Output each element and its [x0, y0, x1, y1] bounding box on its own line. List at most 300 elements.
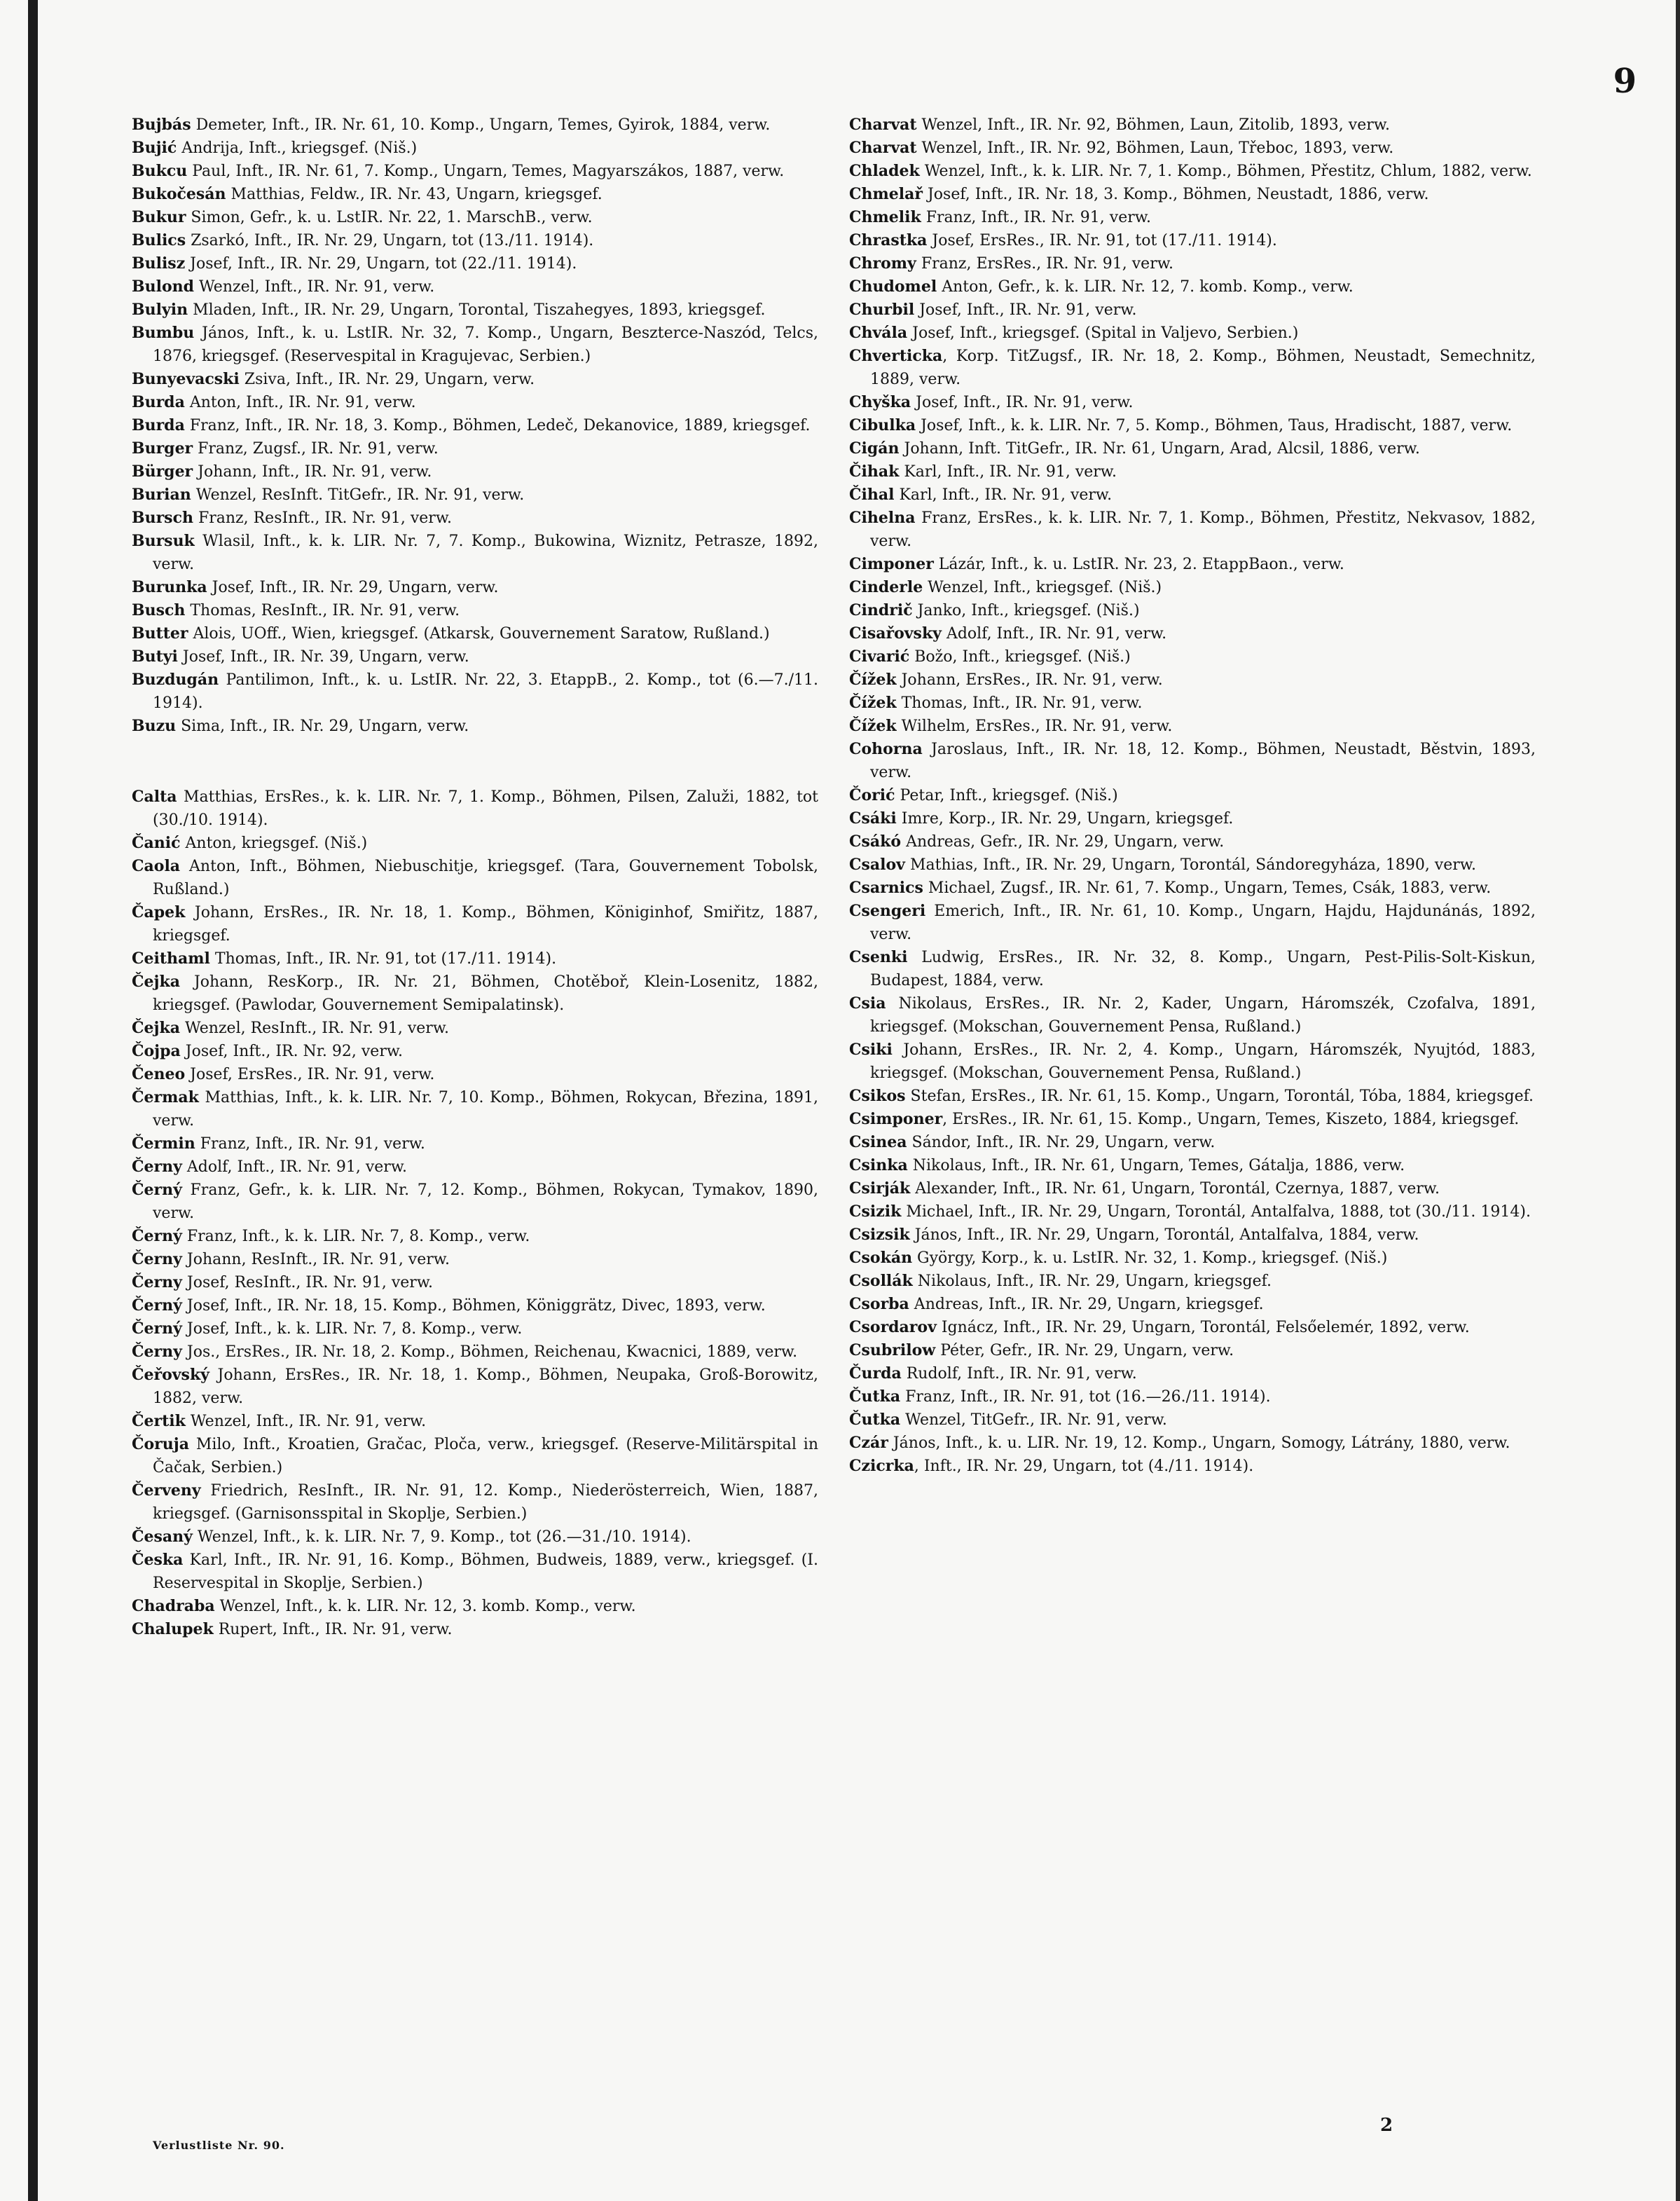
entry-surname: Chalupek — [132, 1620, 214, 1638]
casualty-entry — [132, 1364, 818, 1410]
entry-surname: Čertik — [132, 1412, 186, 1430]
casualty-entry — [132, 414, 818, 437]
entry-details: Anton, Inft., Böhmen, Niebuschitje, kriegsgef. (Tara, Gouvernement Tobolsk, Rußland.) — [153, 858, 818, 898]
casualty-entry — [849, 1247, 1536, 1270]
casualty-entry — [849, 114, 1536, 137]
casualty-entry — [849, 668, 1536, 692]
casualty-entry — [132, 1225, 818, 1248]
entry-surname: Bukočesán — [132, 185, 226, 203]
entry-surname: Csáki — [849, 809, 897, 828]
casualty-entry — [132, 576, 818, 599]
casualty-entry — [132, 275, 818, 299]
entry-details: Wenzel, Inft., kriegsgef. (Niš.) — [923, 579, 1162, 596]
entry-details: Adolf, Inft., IR. Nr. 91, verw. — [941, 625, 1167, 643]
entry-surname: Burger — [132, 439, 193, 458]
casualty-entry — [132, 599, 818, 622]
entry-surname: Bukcu — [132, 162, 188, 180]
entry-surname: Chudomel — [849, 277, 937, 296]
casualty-entry — [132, 368, 818, 391]
entry-details: Rupert, Inft., IR. Nr. 91, verw. — [213, 1621, 453, 1638]
casualty-entry — [849, 1270, 1536, 1293]
entry-surname: Bulisz — [132, 254, 186, 273]
casualty-entry — [132, 786, 818, 832]
casualty-entry — [849, 900, 1536, 946]
entry-surname: Bumbu — [132, 324, 195, 342]
casualty-entry — [849, 1385, 1536, 1408]
entry-surname: Cigán — [849, 439, 900, 458]
entry-details: Matthias, Feldw., IR. Nr. 43, Ungarn, kriegsgef. — [226, 186, 603, 203]
casualty-entry — [132, 322, 818, 368]
casualty-entry — [849, 645, 1536, 668]
entry-surname: Calta — [132, 788, 177, 806]
casualty-entry — [849, 1154, 1536, 1177]
entry-details: Franz, Inft., k. k. LIR. Nr. 7, 8. Komp., verw. — [181, 1228, 530, 1245]
entry-details: Josef, Inft., IR. Nr. 92, verw. — [180, 1043, 404, 1060]
casualty-entry — [849, 1085, 1536, 1108]
entry-details: Wilhelm, ErsRes., IR. Nr. 91, verw. — [896, 718, 1173, 735]
entry-surname: Chverticka — [849, 347, 943, 365]
entry-details: Johann, ErsRes., IR. Nr. 2, 4. Komp., Ungarn, Háromszék, Nyujtód, 1883, kriegsgef. (Mokschan, Gouvernement Pensa, Rußland.) — [870, 1041, 1536, 1082]
entry-details: Alexander, Inft., IR. Nr. 61, Ungarn, Torontál, Czernya, 1887, verw. — [910, 1180, 1440, 1198]
entry-surname: Chadraba — [132, 1597, 215, 1615]
entry-surname: Csákó — [849, 832, 902, 851]
entry-surname: Csiki — [849, 1041, 893, 1059]
casualty-entry — [132, 855, 818, 901]
entry-surname: Čihak — [849, 462, 900, 481]
entry-surname: Csinka — [849, 1156, 908, 1174]
casualty-entry — [849, 1038, 1536, 1085]
entry-surname: Csokán — [849, 1249, 913, 1267]
entry-details: Johann, ResKorp., IR. Nr. 21, Böhmen, Chotěboř, Klein-Losenitz, 1882, kriegsgef. (Pawlodar, Gouvernement Semipalatinsk). — [153, 973, 818, 1014]
entry-details: Péter, Gefr., IR. Nr. 29, Ungarn, verw. — [935, 1342, 1234, 1359]
entry-surname: Čížek — [849, 717, 897, 735]
casualty-entry — [849, 784, 1536, 807]
left-column — [132, 114, 818, 1641]
entry-details: Anton, kriegsgef. (Niš.) — [180, 835, 368, 852]
casualty-entry — [132, 160, 818, 183]
entry-details: Simon, Gefr., k. u. LstIR. Nr. 22, 1. MarschB., verw. — [186, 209, 593, 226]
casualty-entry — [849, 252, 1536, 275]
entry-details: Sándor, Inft., IR. Nr. 29, Ungarn, verw. — [907, 1134, 1216, 1151]
entry-surname: Czár — [849, 1434, 888, 1452]
entry-surname: Chmelik — [849, 208, 921, 226]
entry-surname: Busch — [132, 601, 186, 619]
entry-surname: Bulyin — [132, 301, 188, 319]
entry-surname: Chromy — [849, 254, 916, 273]
casualty-entry — [849, 692, 1536, 715]
entry-surname: Červeny — [132, 1481, 201, 1500]
casualty-entry — [849, 345, 1536, 391]
entry-details: Josef, Inft., IR. Nr. 18, 15. Komp., Böhmen, Königgrätz, Divec, 1893, verw. — [181, 1297, 766, 1315]
entry-surname: Csalov — [849, 856, 905, 874]
casualty-entry — [849, 1223, 1536, 1247]
entry-details: Franz, Inft., IR. Nr. 91, verw. — [921, 209, 1151, 226]
casualty-entry — [849, 807, 1536, 830]
casualty-entry — [132, 391, 818, 414]
entry-details: Adolf, Inft., IR. Nr. 91, verw. — [181, 1158, 408, 1176]
entry-details: György, Korp., k. u. LstIR. Nr. 32, 1. Komp., kriegsgef. (Niš.) — [912, 1249, 1388, 1267]
entry-details: , ErsRes., IR. Nr. 61, 15. Komp., Ungarn, Temes, Kiszeto, 1884, kriegsgef. — [942, 1111, 1520, 1128]
entry-details: Karl, Inft., IR. Nr. 91, verw. — [894, 486, 1113, 504]
casualty-entry — [849, 206, 1536, 229]
entry-details: Johann, ErsRes., IR. Nr. 18, 1. Komp., Böhmen, Neupaka, Groß-Borowitz, 1882, verw. — [153, 1366, 818, 1407]
casualty-entry — [132, 299, 818, 322]
entry-surname: Butter — [132, 624, 188, 643]
casualty-entry — [132, 206, 818, 229]
entry-surname: Bukur — [132, 208, 186, 226]
entry-details: János, Inft., k. u. LstIR. Nr. 32, 7. Komp., Ungarn, Beszterce-Naszód, Telcs, 1876, kriegsgef. (Reservespital in Kragujevac, Serbien.) — [153, 324, 818, 365]
casualty-entry — [132, 137, 818, 160]
entry-surname: Ceithaml — [132, 949, 210, 968]
entry-details: Josef, ResInft., IR. Nr. 91, verw. — [181, 1274, 434, 1291]
entry-surname: Bürger — [132, 462, 193, 481]
casualty-entry — [132, 1317, 818, 1341]
entry-details: , Korp. TitZugsf., IR. Nr. 18, 2. Komp., Böhmen, Neustadt, Semechnitz, 1889, verw. — [870, 348, 1536, 388]
entry-surname: Bursuk — [132, 532, 195, 550]
casualty-entry — [132, 1341, 818, 1364]
casualty-entry — [132, 1618, 818, 1641]
entry-details: Franz, Gefr., k. k. LIR. Nr. 7, 12. Komp., Böhmen, Rokycan, Tymakov, 1890, verw. — [153, 1181, 818, 1222]
casualty-entry — [849, 1177, 1536, 1200]
entry-details: Matthias, Inft., k. k. LIR. Nr. 7, 10. Komp., Böhmen, Rokycan, Březina, 1891, verw. — [153, 1089, 818, 1130]
casualty-entry — [132, 1271, 818, 1294]
entry-details: Andreas, Gefr., IR. Nr. 29, Ungarn, verw. — [901, 833, 1225, 851]
entry-surname: Csizik — [849, 1202, 902, 1221]
entry-surname: Civarić — [849, 647, 910, 666]
entry-surname: Csubrilow — [849, 1341, 936, 1359]
entry-details: Karl, Inft., IR. Nr. 91, verw. — [899, 463, 1117, 481]
entry-surname: Charvat — [849, 116, 917, 134]
casualty-entry — [132, 1017, 818, 1040]
entry-surname: Čanić — [132, 834, 181, 852]
casualty-entry — [849, 507, 1536, 553]
entry-surname: Černý — [132, 1319, 182, 1338]
casualty-entry — [849, 553, 1536, 576]
casualty-entry — [132, 1248, 818, 1271]
entry-surname: Csirják — [849, 1179, 911, 1198]
casualty-entry — [132, 484, 818, 507]
casualty-entry — [132, 114, 818, 137]
casualty-entry — [132, 183, 818, 206]
entry-surname: Černy — [132, 1250, 182, 1268]
casualty-entry — [849, 1131, 1536, 1154]
casualty-entry — [849, 738, 1536, 784]
casualty-entry — [132, 1156, 818, 1179]
entry-surname: Caola — [132, 857, 181, 875]
entry-details: Emerich, Inft., IR. Nr. 61, 10. Komp., Ungarn, Hajdu, Hajdunánás, 1892, verw. — [870, 903, 1536, 943]
casualty-entry — [132, 901, 818, 947]
entry-surname: Čeřovský — [132, 1366, 209, 1384]
entry-details: Mathias, Inft., IR. Nr. 29, Ungarn, Torontál, Sándoregyháza, 1890, verw. — [904, 856, 1476, 874]
entry-details: Anton, Inft., IR. Nr. 91, verw. — [184, 394, 416, 411]
casualty-entry — [132, 645, 818, 668]
casualty-entry — [849, 1316, 1536, 1339]
entry-surname: Csordarov — [849, 1318, 937, 1336]
entry-surname: Cibulka — [849, 416, 916, 434]
entry-details: Rudolf, Inft., IR. Nr. 91, verw. — [901, 1365, 1137, 1383]
entry-surname: Chyška — [849, 393, 911, 411]
entry-surname: Čermak — [132, 1088, 199, 1106]
entry-details: Johann, ErsRes., IR. Nr. 91, verw. — [896, 671, 1163, 689]
casualty-entry — [132, 1294, 818, 1317]
entry-details: Wenzel, Inft., IR. Nr. 92, Böhmen, Laun, Zitolib, 1893, verw. — [916, 116, 1390, 134]
entry-details: Josef, ErsRes., IR. Nr. 91, verw. — [185, 1066, 435, 1083]
entry-details: Nikolaus, Inft., IR. Nr. 61, Ungarn, Temes, Gátalja, 1886, verw. — [907, 1157, 1405, 1174]
entry-details: Božo, Inft., kriegsgef. (Niš.) — [909, 648, 1131, 666]
entry-details: Janko, Inft., kriegsgef. (Niš.) — [912, 602, 1140, 619]
entry-surname: Chvála — [849, 324, 908, 342]
entry-details: Nikolaus, ErsRes., IR. Nr. 2, Kader, Ungarn, Háromszék, Czofalva, 1891, kriegsgef. (Mokschan, Gouvernement Pensa, Rußland.) — [870, 995, 1536, 1036]
entry-details: Wenzel, ResInft. TitGefr., IR. Nr. 91, verw. — [191, 486, 525, 504]
entry-surname: Csenki — [849, 948, 908, 966]
entry-surname: Csollák — [849, 1272, 913, 1290]
casualty-entry — [849, 622, 1536, 645]
casualty-entry — [849, 484, 1536, 507]
entry-details: Johann, Inft. TitGefr., IR. Nr. 61, Ungarn, Arad, Alcsil, 1886, verw. — [899, 440, 1420, 458]
entry-surname: Czicrka — [849, 1457, 914, 1475]
entry-surname: Čejka — [132, 1019, 180, 1037]
footer-list-number: Verlustliste Nr. 90. — [153, 2139, 285, 2152]
casualty-entry — [132, 1040, 818, 1063]
casualty-entry — [849, 1408, 1536, 1432]
casualty-entry — [849, 391, 1536, 414]
casualty-entry — [132, 1132, 818, 1156]
entry-surname: Bunyevacski — [132, 370, 240, 388]
entry-details: Johann, Inft., IR. Nr. 91, verw. — [193, 463, 432, 481]
entry-details: Franz, Inft., IR. Nr. 91, verw. — [195, 1135, 425, 1153]
entry-surname: Čutka — [849, 1411, 901, 1429]
entry-details: Josef, Inft., IR. Nr. 18, 3. Komp., Böhmen, Neustadt, 1886, verw. — [922, 186, 1429, 203]
entry-details: Josef, Inft., k. k. LIR. Nr. 7, 8. Komp., verw. — [181, 1320, 523, 1338]
entry-surname: Čížek — [849, 694, 897, 712]
entry-details: Josef, ErsRes., IR. Nr. 91, tot (17./11. 1914). — [927, 232, 1277, 249]
entry-surname: Buzdugán — [132, 671, 219, 689]
casualty-entry — [849, 1362, 1536, 1385]
entry-details: Josef, Inft., IR. Nr. 29, Ungarn, tot (22./11. 1914). — [185, 255, 577, 273]
casualty-entry — [849, 460, 1536, 484]
entry-details: Wenzel, Inft., IR. Nr. 91, verw. — [185, 1413, 427, 1430]
casualty-entry — [849, 229, 1536, 252]
entry-details: Milo, Inft., Kroatien, Gračac, Ploča, verw., kriegsgef. (Reserve-Militärspital in Čačak, Serbien.) — [153, 1436, 818, 1476]
entry-details: Matthias, ErsRes., k. k. LIR. Nr. 7, 1. Komp., Böhmen, Pilsen, Zaluži, 1882, tot (30./10. 1914). — [153, 788, 818, 829]
casualty-entry — [849, 853, 1536, 877]
entry-surname: Černy — [132, 1343, 182, 1361]
entry-surname: Churbil — [849, 301, 915, 319]
entry-surname: Bulond — [132, 277, 194, 296]
entry-details: Johann, ResInft., IR. Nr. 91, verw. — [181, 1251, 450, 1268]
entry-details: Ludwig, ErsRes., IR. Nr. 32, 8. Komp., Ungarn, Pest-Pilis-Solt-Kiskun, Budapest, 1884, verw. — [870, 949, 1536, 989]
entry-surname: Burda — [132, 393, 185, 411]
entry-surname: Cimponer — [849, 555, 934, 573]
entry-surname: Černý — [132, 1181, 182, 1199]
entry-details: Wenzel, TitGefr., IR. Nr. 91, verw. — [900, 1411, 1167, 1429]
entry-details: Franz, ErsRes., IR. Nr. 91, verw. — [916, 255, 1173, 273]
entry-details: Franz, ResInft., IR. Nr. 91, verw. — [193, 509, 453, 527]
entry-details: Demeter, Inft., IR. Nr. 61, 10. Komp., Ungarn, Temes, Gyirok, 1884, verw. — [191, 116, 771, 134]
casualty-entry — [132, 1549, 818, 1595]
footer-signature-mark: 2 — [1380, 2115, 1393, 2136]
entry-surname: Chladek — [849, 162, 920, 180]
entry-details: Nikolaus, Inft., IR. Nr. 29, Ungarn, kriegsgef. — [912, 1273, 1272, 1290]
entry-details: Franz, ErsRes., k. k. LIR. Nr. 7, 1. Komp., Böhmen, Přestitz, Nekvasov, 1882, verw. — [870, 509, 1536, 550]
entry-surname: Csizsik — [849, 1226, 910, 1244]
casualty-entry — [849, 1293, 1536, 1316]
entry-surname: Čoruja — [132, 1435, 189, 1453]
entry-surname: Butyi — [132, 647, 178, 666]
entry-surname: Čermin — [132, 1134, 195, 1153]
entry-details: Michael, Zugsf., IR. Nr. 61, 7. Komp., Ungarn, Temes, Csák, 1883, verw. — [923, 879, 1492, 897]
casualty-entry — [849, 160, 1536, 183]
entry-details: Josef, Inft., IR. Nr. 91, verw. — [914, 301, 1137, 319]
entry-details: Ignácz, Inft., IR. Nr. 29, Ungarn, Torontál, Felsőelemér, 1892, verw. — [936, 1319, 1470, 1336]
scan-binding-edge — [28, 0, 38, 2201]
casualty-entry — [849, 1200, 1536, 1223]
right-column — [849, 114, 1536, 1478]
entry-surname: Burian — [132, 486, 191, 504]
casualty-entry — [132, 1595, 818, 1618]
entry-surname: Buzu — [132, 717, 177, 735]
entry-details: Thomas, Inft., IR. Nr. 91, tot (17./11. 1914). — [209, 950, 557, 968]
casualty-entry — [132, 622, 818, 645]
casualty-entry — [849, 599, 1536, 622]
casualty-entry — [849, 576, 1536, 599]
entry-surname: Cisařovsky — [849, 624, 942, 643]
entry-details: Josef, Inft., IR. Nr. 29, Ungarn, verw. — [207, 579, 499, 596]
casualty-entry — [849, 437, 1536, 460]
casualty-entry — [132, 947, 818, 971]
entry-details: Friedrich, ResInft., IR. Nr. 91, 12. Komp., Niederösterreich, Wien, 1887, kriegsgef. (Garnisonsspital in Skoplje, Serbien.) — [153, 1482, 818, 1523]
entry-surname: Cinderle — [849, 578, 923, 596]
entry-surname: Černý — [132, 1227, 182, 1245]
entry-surname: Csikos — [849, 1087, 906, 1105]
casualty-entry — [132, 971, 818, 1017]
casualty-entry — [132, 252, 818, 275]
casualty-entry — [849, 1455, 1536, 1478]
entry-surname: Černý — [132, 1296, 182, 1315]
entry-details: Anton, Gefr., k. k. LIR. Nr. 12, 7. komb. Komp., verw. — [937, 278, 1354, 296]
casualty-entry — [849, 946, 1536, 992]
casualty-entry — [849, 414, 1536, 437]
entry-details: Wenzel, Inft., IR. Nr. 92, Böhmen, Laun, Třeboc, 1893, verw. — [916, 139, 1394, 157]
entry-details: Josef, Inft., IR. Nr. 91, verw. — [911, 394, 1134, 411]
entry-details: Wenzel, ResInft., IR. Nr. 91, verw. — [179, 1020, 450, 1037]
entry-surname: Bujić — [132, 139, 177, 157]
entry-surname: Chmelař — [849, 185, 923, 203]
entry-details: Alois, UOff., Wien, kriegsgef. (Atkarsk, Gouvernement Saratow, Rußland.) — [188, 625, 770, 643]
entry-details: Lázár, Inft., k. u. LstIR. Nr. 23, 2. EtappBaon., verw. — [933, 556, 1344, 573]
casualty-entry — [849, 1339, 1536, 1362]
entry-surname: Csia — [849, 994, 886, 1013]
entry-details: Zsarkó, Inft., IR. Nr. 29, Ungarn, tot (13./11. 1914). — [186, 232, 594, 249]
entry-details: Pantilimon, Inft., k. u. LstIR. Nr. 22, 3. EtappB., 2. Komp., tot (6.—7./11. 1914). — [153, 671, 818, 712]
casualty-entry — [132, 1086, 818, 1132]
entry-details: Josef, Inft., kriegsgef. (Spital in Valjevo, Serbien.) — [907, 324, 1299, 342]
entry-details: Jaroslaus, Inft., IR. Nr. 18, 12. Komp., Böhmen, Neustadt, Běstvin, 1893, verw. — [870, 741, 1536, 781]
casualty-entry — [849, 1432, 1536, 1455]
casualty-entry — [132, 1433, 818, 1479]
entry-surname: Černy — [132, 1273, 182, 1291]
casualty-entry — [849, 322, 1536, 345]
casualty-entry — [849, 992, 1536, 1038]
entry-details: Andrija, Inft., kriegsgef. (Niš.) — [177, 139, 418, 157]
entry-details: Wenzel, Inft., k. k. LIR. Nr. 7, 9. Komp., tot (26.—31./10. 1914). — [192, 1528, 691, 1546]
entry-surname: Čapek — [132, 903, 186, 921]
casualty-entry — [132, 1410, 818, 1433]
entry-details: Wenzel, Inft., k. k. LIR. Nr. 12, 3. komb. Komp., verw. — [214, 1598, 636, 1615]
casualty-entry — [132, 229, 818, 252]
entry-details: Sima, Inft., IR. Nr. 29, Ungarn, verw. — [176, 718, 469, 735]
entry-details: Josef, Inft., IR. Nr. 39, Ungarn, verw. — [177, 648, 469, 666]
entry-details: Franz, Zugsf., IR. Nr. 91, verw. — [193, 440, 439, 458]
entry-details: Stefan, ErsRes., IR. Nr. 61, 15. Komp., Ungarn, Torontál, Tóba, 1884, kriegsgef. — [905, 1088, 1534, 1105]
entry-surname: Cihelna — [849, 509, 916, 527]
entry-details: Andreas, Inft., IR. Nr. 29, Ungarn, kriegsgef. — [909, 1296, 1264, 1313]
casualty-entry — [132, 530, 818, 576]
entry-details: Franz, Inft., IR. Nr. 91, tot (16.—26./11. 1914). — [900, 1388, 1271, 1406]
entry-surname: Bursch — [132, 509, 193, 527]
entry-surname: Csimponer — [849, 1110, 943, 1128]
section-gap — [132, 738, 818, 786]
entry-surname: Čurda — [849, 1364, 902, 1383]
entry-surname: Čutka — [849, 1387, 901, 1406]
casualty-entry — [132, 437, 818, 460]
entry-surname: Chrastka — [849, 231, 928, 249]
entry-surname: Csinea — [849, 1133, 907, 1151]
entry-surname: Burda — [132, 416, 185, 434]
entry-details: János, Inft., IR. Nr. 29, Ungarn, Torontál, Antalfalva, 1884, verw. — [909, 1226, 1419, 1244]
entry-surname: Čihal — [849, 486, 895, 504]
entry-surname: Bujbás — [132, 116, 191, 134]
casualty-entry — [849, 830, 1536, 853]
casualty-entry — [132, 507, 818, 530]
entry-details: Petar, Inft., kriegsgef. (Niš.) — [895, 787, 1118, 804]
entry-surname: Csorba — [849, 1295, 909, 1313]
entry-surname: Bulics — [132, 231, 186, 249]
entry-details: Paul, Inft., IR. Nr. 61, 7. Komp., Ungarn, Temes, Magyarszákos, 1887, verw. — [187, 163, 785, 180]
entry-surname: Čejka — [132, 973, 180, 991]
entry-surname: Charvat — [849, 139, 917, 157]
entry-surname: Čojpa — [132, 1042, 181, 1060]
entry-surname: Čeneo — [132, 1065, 186, 1083]
entry-surname: Cohorna — [849, 740, 923, 758]
casualty-entry — [132, 832, 818, 855]
entry-surname: Čížek — [849, 671, 897, 689]
casualty-entry — [849, 299, 1536, 322]
entry-surname: Csarnics — [849, 879, 923, 897]
casualty-entry — [132, 668, 818, 715]
entry-details: Wenzel, Inft., IR. Nr. 91, verw. — [194, 278, 435, 296]
entry-surname: Čorić — [849, 786, 895, 804]
casualty-entry — [849, 137, 1536, 160]
page-number: 9 — [1613, 62, 1637, 101]
entry-details: Wlasil, Inft., k. k. LIR. Nr. 7, 7. Komp., Bukowina, Wiznitz, Petrasze, 1892, verw. — [153, 533, 818, 573]
entry-details: Imre, Korp., IR. Nr. 29, Ungarn, kriegsgef. — [896, 810, 1234, 828]
casualty-entry — [132, 1063, 818, 1086]
casualty-entry — [132, 1479, 818, 1525]
entry-details: Johann, ErsRes., IR. Nr. 18, 1. Komp., Böhmen, Königinhof, Smiřitz, 1887, kriegsgef. — [153, 904, 818, 945]
casualty-entry — [849, 275, 1536, 299]
entry-details: Josef, Inft., k. k. LIR. Nr. 7, 5. Komp., Böhmen, Taus, Hradischt, 1887, verw. — [916, 417, 1513, 434]
entry-details: Wenzel, Inft., k. k. LIR. Nr. 7, 1. Komp., Böhmen, Přestitz, Chlum, 1882, verw. — [919, 163, 1532, 180]
entry-details: Thomas, ResInft., IR. Nr. 91, verw. — [185, 602, 460, 619]
entry-surname: Česaný — [132, 1528, 193, 1546]
entry-details: Karl, Inft., IR. Nr. 91, 16. Komp., Böhmen, Budweis, 1889, verw., kriegsgef. (I. Reservespital in Skoplje, Serbien.) — [153, 1551, 818, 1592]
scan-right-edge — [1676, 0, 1680, 2201]
entry-surname: Černy — [132, 1158, 182, 1176]
entry-surname: Csengeri — [849, 902, 926, 920]
casualty-entry — [132, 460, 818, 484]
entry-details: Mladen, Inft., IR. Nr. 29, Ungarn, Torontal, Tiszahegyes, 1893, kriegsgef. — [188, 301, 766, 319]
